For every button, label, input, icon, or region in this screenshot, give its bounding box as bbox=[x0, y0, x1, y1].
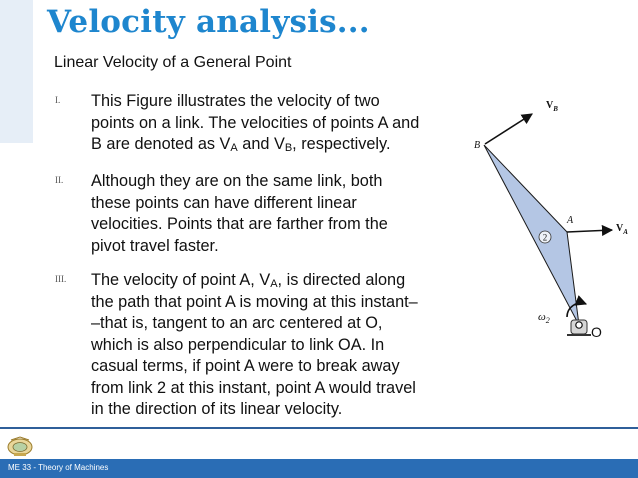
bullet-line: The velocity of point A, $V_A$, is directed along bbox=[91, 271, 406, 290]
bullet-line: casual terms, if point A were to break away bbox=[91, 357, 400, 375]
label-omega-2: $\omega_2$ bbox=[538, 311, 550, 325]
university-logo-icon bbox=[5, 435, 35, 457]
bullet-line: these points can have different linear bbox=[91, 193, 357, 212]
velocity-vb-arrow bbox=[485, 114, 532, 144]
bullet-line: velocities. Points that are farther from the bbox=[91, 215, 388, 233]
link-2-body bbox=[484, 145, 579, 325]
bullet-line: in the direction of its linear velocity. bbox=[91, 400, 343, 418]
bullet-line: points on a link. The velocities of points A and bbox=[91, 113, 420, 132]
bullet-line: from link 2 at this instant, point A would travel bbox=[91, 378, 416, 397]
label-va: $V_A$ bbox=[616, 223, 628, 236]
bullet-line: This Figure illustrates the velocity of two bbox=[91, 92, 380, 110]
bullet-item-2 bbox=[55, 171, 460, 257]
slide-title: Velocity analysis... bbox=[47, 4, 370, 40]
ground-pivot-o bbox=[567, 320, 591, 335]
velocity-va-arrow bbox=[567, 230, 612, 232]
label-pivot-o: O bbox=[591, 324, 602, 340]
bullet-line: pivot travel faster. bbox=[91, 236, 219, 255]
label-vb: $V_B$ bbox=[546, 100, 558, 113]
bullet-item-1 bbox=[55, 91, 460, 156]
label-point-b: B bbox=[474, 140, 481, 151]
bullet-line: the path that point A is moving at this instant– bbox=[91, 292, 418, 311]
footer-rule bbox=[0, 427, 638, 429]
bullet-number: II. bbox=[55, 175, 64, 185]
bullet-number: III. bbox=[55, 274, 67, 284]
footer-course-label: ME 33 - Theory of Machines bbox=[8, 463, 109, 472]
link-velocity-diagram bbox=[470, 92, 635, 354]
bullet-line: Although they are on the same link, both bbox=[91, 172, 383, 190]
bullet-line: which is also perpendicular to link OA. In bbox=[91, 335, 385, 354]
bullet-line: –that is, tangent to an arc centered at O, bbox=[91, 314, 383, 332]
footer-bar bbox=[0, 459, 638, 478]
link-number-label: 2 bbox=[542, 232, 548, 243]
slide-subtitle: Linear Velocity of a General Point bbox=[54, 54, 292, 71]
bullet-number: I. bbox=[55, 95, 61, 105]
label-point-a: A bbox=[567, 215, 574, 226]
bullet-item-3 bbox=[55, 270, 460, 421]
side-accent-bar bbox=[0, 0, 33, 143]
bullet-line: B are denoted as $V_A$ and $V_B$, respectively. bbox=[91, 135, 391, 154]
